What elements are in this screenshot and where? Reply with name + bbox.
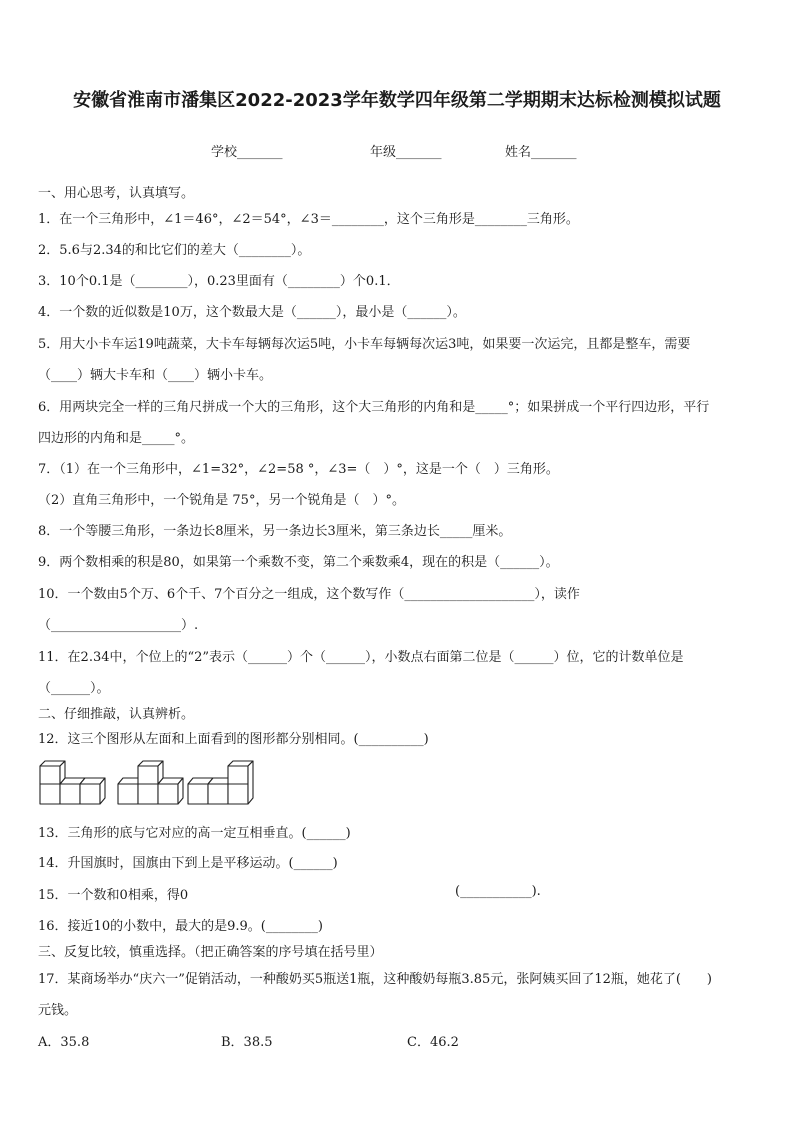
- question-1: 1．在一个三角形中，∠1＝46°，∠2＝54°，∠3＝________，这个三角形是________三角形。: [38, 212, 579, 227]
- question-11-cont: （______）。: [38, 681, 110, 696]
- question-16: 16．接近10的小数中，最大的是9.9。(________): [38, 919, 323, 934]
- school-field[interactable]: 学校_______: [211, 145, 283, 160]
- option-b[interactable]: B．38.5: [221, 1035, 273, 1050]
- question-10-cont: （____________________）.: [38, 618, 199, 633]
- question-15-answer-blank[interactable]: (___________).: [455, 884, 541, 899]
- question-4: 4．一个数的近似数是10万，这个数最大是（______），最小是（______）。: [38, 305, 466, 320]
- question-13: 13．三角形的底与它对应的高一定互相垂直。(______): [38, 826, 351, 841]
- figure-2: [118, 761, 183, 804]
- page-title: 安徽省淮南市潘集区2022-2023学年数学四年级第二学期期末达标检测模拟试题: [73, 90, 721, 111]
- section-heading-3: 三、反复比较，慎重选择。（把正确答案的序号填在括号里）: [38, 945, 383, 960]
- option-c[interactable]: C．46.2: [407, 1035, 459, 1050]
- question-12: 12．这三个图形从左面和上面看到的图形都分别相同。(__________): [38, 732, 429, 747]
- question-5-cont: （____）辆大卡车和（____）辆小卡车。: [38, 368, 273, 383]
- name-field[interactable]: 姓名_______: [505, 145, 577, 160]
- question-7-part2: （2）直角三角形中，一个锐角是 75°，另一个锐角是（ ）°。: [38, 493, 405, 508]
- cube-figures: [38, 760, 278, 806]
- question-6: 6．用两块完全一样的三角尺拼成一个大的三角形，这个大三角形的内角和是_____°；如果拼成一个平行四边形，平行: [38, 400, 710, 415]
- question-17: 17．某商场举办“庆六一”促销活动，一种酸奶买5瓶送1瓶，这种酸奶每瓶3.85元，张阿姨买回了12瓶，她花了( ): [38, 972, 713, 987]
- question-8: 8．一个等腰三角形，一条边长8厘米，另一条边长3厘米，第三条边长_____厘米。: [38, 524, 512, 539]
- question-3: 3．10个0.1是（________），0.23里面有（________）个0.1．: [38, 274, 400, 289]
- question-6-cont: 四边形的内角和是_____°。: [38, 431, 195, 446]
- question-2: 2．5.6与2.34的和比它们的差大（________）。: [38, 243, 311, 258]
- question-14: 14．升国旗时，国旗由下到上是平移运动。(______): [38, 856, 338, 871]
- question-9: 9．两个数相乘的积是80，如果第一个乘数不变，第二个乘数乘4，现在的积是（______）。: [38, 555, 559, 570]
- question-5: 5．用大小卡车运19吨蔬菜，大卡车每辆每次运5吨，小卡车每辆每次运3吨，如果要一次运完，且都是整车，需要: [38, 337, 691, 352]
- question-15: 15．一个数和0相乘，得0: [38, 888, 189, 903]
- question-17-cont: 元钱。: [38, 1003, 78, 1018]
- grade-field[interactable]: 年级_______: [370, 145, 442, 160]
- option-a[interactable]: A．35.8: [38, 1035, 90, 1050]
- figure-3: [188, 761, 253, 804]
- figure-1: [40, 761, 105, 804]
- question-7: 7．（1）在一个三角形中，∠1=32°，∠2=58 °，∠3=（ ）°，这是一个（ ）三角形。: [38, 462, 559, 477]
- question-11: 11．在2.34中，个位上的“2”表示（______）个（______），小数点右面第二位是（______）位，它的计数单位是: [38, 650, 684, 665]
- question-10: 10．一个数由5个万、6个千、7个百分之一组成，这个数写作（____________________），读作: [38, 587, 580, 602]
- section-heading-1: 一、用心思考，认真填写。: [38, 186, 195, 201]
- section-heading-2: 二、仔细推敲，认真辨析。: [38, 707, 195, 722]
